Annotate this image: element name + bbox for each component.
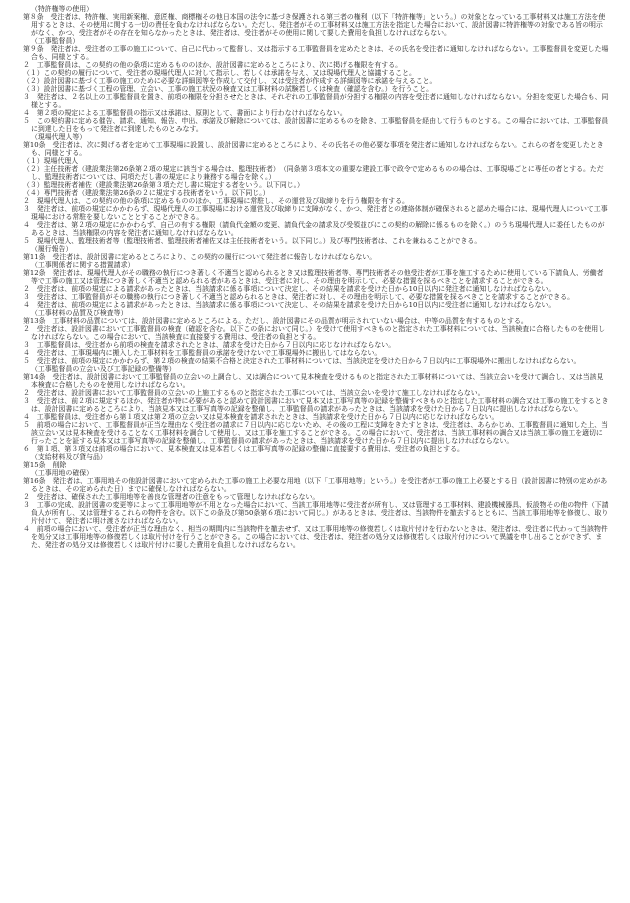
section-heading: （現場代理人等）: [31, 133, 87, 141]
section-heading: （特許権等の使用）: [31, 5, 94, 13]
paragraph: 第９条 発注者は、受注者の工事の施工について、自己に代わって監督し、又は指示する工事監督員を定めたときは、その氏名を受注者に通知しなければならない。工事監督員を変更した場合も、同様とする。: [23, 45, 609, 61]
paragraph: ４ 第２項の規定による工事監督員の指示又は承諾は、原則として、書面により行わなければならない。: [23, 109, 347, 117]
list-item: （３）監理技術者補佐（建設業法第26条第３項ただし書に規定する者をいう。以下同じ。）: [23, 181, 304, 189]
paragraph: ３ 工事の完成、設計図書の変更等によって工事用地等が不用となった場合において、当該工事用地等に受注者が所有し、又は管理する工事材料、建設機械器具、仮設物その他の物件（下請負人が所有し、又は管理するこれらの物件を含む。以下この条及び第50条第６項において同じ。）があるときは、受注者は、当該物件を撤去するとともに、当該工事用地等を修復し、取り片付けて、発注者に明け渡さなければならない。: [23, 501, 609, 525]
paragraph: ６ 第１項、第３項又は前項の場合において、見本検査又は見本若しくは工事写真等の記録の整備に直接要する費用は、受注者の負担とする。: [23, 445, 464, 453]
paragraph: ５ 前項の場合において、工事監督員が正当な理由なく受注者の請求に７日以内に応じないため、その後の工程に支障をきたすときは、受注者は、あらかじめ、工事監督員に通知した上、当該立会い又は見本検査を受けることなく工事材料を調合して使用し、又は工事を施工することができる。この場合において、受注者は、当該工事材料の調合又は当該工事の施工を適切に行ったことを証する見本又は工事写真等の記録を整備し、工事監督員の請求があったときは、当該請求を受けた日から７日以内に提出しなければならない。: [23, 421, 609, 445]
section-heading: （工事関係者に関する措置請求）: [31, 261, 135, 269]
paragraph: ３ 工事監督員は、受注者から前項の検査を請求されたときは、請求を受けた日から７日以内に応じなければならない。: [23, 341, 396, 349]
section-heading: （履行報告）: [31, 245, 73, 253]
list-item: （２）設計図書に基づく工事の施工のために必要な詳細図等を作成して交付し、又は受注者が作成する詳細図等に承諾を与えること。: [23, 77, 437, 85]
list-item: （３）設計図書に基づく工程の管理、立会い、工事の施工状況の検査又は工事材料の試験若しくは検査（確認を含む。）を行うこと。: [23, 85, 433, 93]
paragraph: ４ 前項の場合において、受注者が正当な理由なく、相当の期間内に当該物件を撤去せず、又は工事用地等の修復若しくは取片付けを行わないときは、発注者は、受注者に代わって当該物件を処分又は工事用地等の修復若しくは取片付けを行うことができる。この場合においては、受注者は、発注者の処分又は修復若しくは取片付けについて異議を申し出ることができず、また、発注者の処分又は修復若しくは取片付けに要した費用を負担しなければならない。: [23, 525, 608, 549]
paragraph: ４ 発注者は、前項の規定による請求があったときは、当該請求に係る事項について決定し、その結果を請求を受けた日から10日以内に受注者に通知しなければならない。: [23, 301, 556, 309]
paragraph: ４ 工事監督員は、受注者から第１項又は第２項の立会い又は見本検査を請求されたときは、当該請求を受けた日から７日以内に応じなければならない。: [23, 413, 499, 421]
paragraph: ５ 受注者は、前項の規定にかかわらず、第２項の検査の結果不合格と決定された工事材料については、当該決定を受けた日から７日以内に工事現場外に搬出しなければならない。: [23, 357, 581, 365]
paragraph: ２ 受注者は、前項の規定による請求があったときは、当該請求に係る事項について決定し、その結果を請求を受けた日から10日以内に発注者に通知しなければならない。: [23, 285, 556, 293]
section-heading: （工事監督員）: [31, 37, 80, 45]
paragraph: ５ この契約書に定める催告、請求、通知、報告、申出、承諾及び解除については、設計図書に定めるものを除き、工事監督員を経由して行うものとする。この場合においては、工事監督員に到達した日をもって発注者に到達したものとみなす。: [23, 117, 609, 133]
section-heading: （支給材料及び貸与品）: [31, 453, 107, 461]
paragraph: ４ 受注者は、第２項の規定にかかわらず、自己の有する権限（請負代金額の変更、請負代金の請求及び受領並びにこの契約の解除に係るものを除く。）のうち現場代理人に委任したものがあるときは、当該権限の内容を発注者に通知しなければならない。: [23, 221, 605, 237]
paragraph: 第８条 受注者は、特許権、実用新案権、意匠権、商標権その他日本国の法令に基づき保護される第三者の権利（以下「特許権等」という。）の対象となっている工事材料又は施工方法を使用するときは、その使用に関する一切の責任を負わなければならない。ただし、発注者がその工事材料又は施工方法を指定した場合において、設計図書に特許権等の対象である旨の明示がなく、かつ、受注者がその存在を知らなかったときは、発注者は、受注者がその使用に関して要した費用を負担しなければならない。: [23, 13, 606, 37]
paragraph: ３ 受注者は、工事監督員がその職務の執行につき著しく不適当と認められるときは、発注者に対し、その理由を明示して、必要な措置を採るべきことを請求することができる。: [23, 293, 574, 301]
paragraph: ２ 受注者は、設計図書において工事監督員の立会いの上施工するものと指定された工事については、当該立会いを受けて施工しなければならない。: [23, 389, 485, 397]
list-item: （１）この契約の履行について、受注者の現場代理人に対して指示し、若しくは承諾を与え、又は現場代理人と協議すること。: [23, 69, 416, 77]
paragraph: 第13条 工事材料の品質については、設計図書に定めるところによる。ただし、設計図書にその品質が明示されていない場合は、中等の品質を有するものとする。: [23, 317, 528, 325]
paragraph: ２ 工事監督員は、この契約の他の条項に定めるもののほか、設計図書に定めるところにより、次に掲げる権限を有する。: [23, 61, 402, 69]
section-heading: （工事用地の確保）: [31, 469, 94, 477]
paragraph: 第15条 削除: [23, 461, 67, 469]
paragraph: ３ 発注者は、２名以上の工事監督員を置き、前項の権限を分担させたときは、それぞれの工事監督員が分担する権限の内容を受注者に通知しなければならない。分担を変更した場合も、同様とする。: [23, 93, 609, 109]
list-item: （２）主任技術者（建設業法第26条第２項の規定に該当する場合は、監理技術者） （同条第３項本文の重要な建設工事で政令で定めるものの場合は、工事現場ごとに専任の者とする。ただし、監理技術者については、同項ただし書の規定により兼務する場合を除く。）: [23, 165, 604, 181]
paragraph: ２ 受注者は、確保された工事用地等を善良な管理者の注意をもって管理しなければならない。: [23, 493, 320, 501]
paragraph: ５ 現場代理人、監理技術者等（監理技術者、監理技術者補佐又は主任技術者をいう。以下同じ。）及び専門技術者は、これを兼ねることができる。: [23, 237, 482, 245]
list-item: （１）現場代理人: [23, 157, 79, 165]
paragraph: 第11条 受注者は、設計図書に定めるところにより、この契約の履行について発注者に報告しなければならない。: [23, 253, 377, 261]
section-heading: （工事材料の品質及び検査等）: [31, 309, 128, 317]
paragraph: ２ 受注者は、設計図書において工事監督員の検査（確認を含む。以下この条において同じ。）を受けて使用すべきものと指定された工事材料については、当該検査に合格したものを使用しなければならない。この場合において、当該検査に直接要する費用は、受注者の負担とする。: [23, 325, 605, 341]
paragraph: ４ 受注者は、工事現場内に搬入した工事材料を工事監督員の承諾を受けないで工事現場外に搬出してはならない。: [23, 349, 382, 357]
list-item: （４）専門技術者（建設業法第26条の２に規定する技術者をいう。以下同じ。）: [23, 189, 270, 197]
paragraph: 第10条 受注者は、次に掲げる者を定めて工事現場に設置し、設計図書に定めるところにより、その氏名その他必要な事項を発注者に通知しなければならない。これらの者を変更したときも、同様とする。: [23, 141, 604, 157]
section-heading: （工事監督員の立会い及び工事記録の整備等）: [31, 365, 176, 373]
paragraph: ２ 現場代理人は、この契約の他の条項に定めるもののほか、工事現場に常駐し、その運営及び取締りを行う権限を有する。: [23, 197, 409, 205]
paragraph: ３ 受注者は、前２項に規定するほか、発注者が特に必要があると認めて設計図書において見本又は工事写真等の記録を整備すべきものと指定した工事材料の調合又は工事の施工をするときは、設計図書に定めるところにより、当該見本又は工事写真等の記録を整備し、工事監督員の請求があったときは、当該請求を受けた日から７日以内に提出しなければならない。: [23, 397, 609, 413]
paragraph: 第12条 発注者は、現場代理人がその職務の執行につき著しく不適当と認められるとき又は監理技術者等、専門技術者その他受注者が工事を施工するために使用している下請負人、労働者等で工事の施工又は管理につき著しく不適当と認められる者があるときは、受注者に対し、その理由を明示して、必要な措置を採るべきことを請求することができる。: [23, 269, 604, 285]
paragraph: ３ 発注者は、前項の規定にかかわらず、現場代理人の工事現場における運営及び取締りに支障がなく、かつ、発注者との連絡体制が確保されると認めた場合には、現場代理人について工事現場における常駐を要しないこととすることができる。: [23, 205, 608, 221]
paragraph: 第16条 発注者は、工事用地その他設計図書において定められた工事の施工上必要な用地（以下「工事用地等」という。）を受注者が工事の施工上必要とする日（設計図書に特別の定めがあるときは、その定められた日）までに確保しなければならない。: [23, 477, 608, 493]
paragraph: 第14条 受注者は、設計図書において工事監督員の立会いの上調合し、又は調合について見本検査を受けるものと指定された工事材料については、当該立会いを受けて調合し、又は当該見本検査に合格したものを使用しなければならない。: [23, 373, 604, 389]
